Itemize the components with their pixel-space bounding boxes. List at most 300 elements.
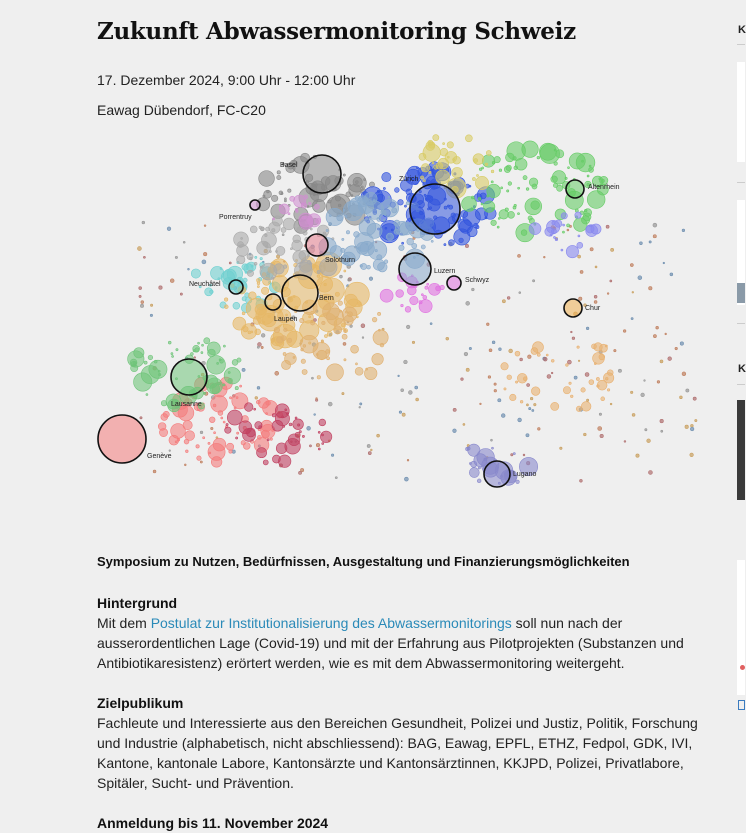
tiny-bubble [255,397,258,400]
geneve-bubble [209,452,211,454]
schaffhausen-bubble [429,171,431,173]
altenrhein-bubble [581,216,589,224]
emmental-bubble [338,301,343,306]
luzern-main-bubble [399,253,431,285]
tiny-bubble [489,349,492,352]
tiny-bubble [639,242,642,245]
tiny-bubble [242,368,245,371]
tiny-bubble [657,381,660,384]
emmental-bubble [334,326,342,334]
tiny-bubble [170,279,174,283]
geneve-bubble [221,417,223,419]
altenrhein-bubble [462,197,477,212]
altenrhein-bubble [491,181,493,183]
tiny-bubble [660,360,663,363]
wallis-bubble [236,437,238,439]
luzern-bubble [399,245,404,250]
mittelland-bubble [308,255,310,257]
neuchatel-bubble [251,265,253,267]
altenrhein-bubble [567,224,570,227]
tiny-bubble [574,376,577,379]
tiny-bubble [466,368,469,371]
altenrhein-bubble [565,177,567,179]
sidebar-card[interactable] [737,62,745,162]
emmental-bubble [310,321,314,325]
lugano-bubble [491,447,493,449]
sidebar-divider [737,384,745,385]
altenrhein-bubble [515,158,527,170]
emmental-bubble [303,345,306,348]
wallis-bubble [225,427,231,433]
schaffhausen-bubble [433,135,439,141]
tiny-bubble [175,256,177,258]
altenrhein-bubble [576,153,595,172]
tiny-bubble [585,373,589,377]
luzern-bubble [326,208,343,225]
mittelland-bubble [299,265,301,267]
sidebar-divider [737,323,745,324]
luzern-bubble [330,246,342,258]
luzern-bubble [358,247,360,249]
bern-bubble [248,331,251,334]
basel-bubble [335,196,340,201]
geneve-bubble [197,456,201,460]
zielpublikum-heading: Zielpublikum [97,695,184,711]
hintergrund-text-before: Mit dem [97,615,151,631]
tiny-bubble [606,225,609,228]
tiny-bubble [682,229,685,232]
altenrhein-bubble [514,204,516,206]
lugano-main-bubble [484,461,510,487]
schwyz-bubble [419,300,432,313]
altenrhein-bubble [499,210,508,219]
lausanne-bubble [198,342,200,344]
tiny-bubble [580,270,583,273]
tiny-bubble [412,341,414,343]
basel-bubble [281,192,283,194]
graubuenden-bubble [607,370,613,376]
luzern-bubble [384,260,388,264]
tiny-bubble [348,279,351,282]
document-icon[interactable] [738,700,745,710]
zurich-bubble [416,167,418,169]
luzern-bubble [375,249,377,251]
lugano-bubble [478,467,480,469]
geneve-bubble [227,443,234,450]
luzern-bubble [431,240,433,242]
city-label-chur: Chur [585,305,601,312]
tiny-bubble [501,414,505,418]
luzern-bubble [354,232,360,238]
section-hintergrund [97,593,707,673]
stgallen-bubble [529,223,541,235]
altenrhein-bubble [478,197,481,200]
stgallen-bubble [563,224,565,226]
tiny-bubble [494,389,497,392]
altenrhein-bubble [525,198,542,215]
tiny-bubble [663,262,665,264]
tiny-bubble [377,434,380,437]
geneve-bubble [237,432,239,434]
emmental-bubble [366,368,368,370]
tiny-bubble [183,241,185,243]
lausanne-bubble [161,400,167,406]
tiny-bubble [649,241,651,243]
hintergrund-text-after: soll nun nach der ausserordentlichen Lage (Covid-19) und mit der Erfahrung aus Pilotprojekten (Substanzen und Antibiotikaresistenz) erörtert werden, wie es mit dem Abwassermonitoring weitergeht. [97,615,684,671]
tiny-bubble [307,426,311,430]
tiny-bubble [636,454,639,457]
tiny-bubble [538,428,541,431]
basel-bubble [349,184,351,186]
laupen-main-bubble [265,294,281,310]
wallis-bubble [278,455,291,468]
mittelland-bubble [303,231,307,235]
basel-bubble [369,182,374,187]
emmental-bubble [300,318,304,322]
altenrhein-bubble [554,149,556,151]
tiny-bubble [275,371,279,375]
emmental-bubble [372,353,384,365]
schaffhausen-bubble [443,143,445,145]
geneve-bubble [196,445,199,448]
mittelland-bubble [247,270,253,276]
tiny-bubble [656,326,659,329]
altenrhein-bubble [501,187,503,189]
sidebar-divider [737,44,745,45]
schwyz-bubble [440,285,445,290]
basel-main-bubble [303,155,341,193]
tiny-bubble [691,424,694,427]
bern-bubble [309,316,311,318]
bern-bubble [224,298,227,301]
lausanne-bubble [223,384,225,386]
graubuenden-bubble [566,364,569,367]
schaffhausen-bubble [491,170,494,173]
tiny-bubble [607,293,609,295]
wallis-bubble [285,409,287,411]
tiny-bubble [465,244,468,247]
bern-bubble [327,331,332,336]
geneve-bubble [158,423,166,431]
schwyz-bubble [396,290,404,298]
city-label-basel: Basel [280,162,298,169]
event-date: 17. Dezember 2024, 9:00 Uhr - 12:00 Uhr [97,72,356,88]
altenrhein-bubble [498,217,500,219]
graubuenden-bubble [546,354,548,356]
lugano-bubble [477,479,481,483]
emmental-bubble [317,376,320,379]
neuchatel-bubble [260,257,262,259]
stgallen-bubble [561,249,563,251]
graubuenden-bubble [563,386,570,393]
graubuenden-bubble [517,373,527,383]
altenrhein-bubble [518,187,520,189]
tiny-bubble [686,389,689,392]
mittelland-bubble [265,227,269,231]
mittelland-bubble [265,234,267,236]
tiny-bubble [610,280,612,282]
tiny-bubble [644,380,646,382]
tiny-bubble [202,260,206,264]
tiny-bubble [600,434,603,437]
basel-bubble [277,171,280,174]
tiny-bubble [229,262,231,264]
city-label-lausanne: Lausanne [171,401,202,408]
schaffhausen-bubble [472,177,475,180]
tiny-bubble [570,331,572,333]
tiny-bubble [401,389,404,392]
tiny-bubble [551,372,553,374]
tiny-bubble [141,301,144,304]
tiny-bubble [543,357,547,361]
luzern-bubble [406,202,409,205]
tiny-bubble [407,459,409,461]
section-anmeldung [97,813,707,833]
tiny-bubble [632,413,635,416]
tiny-bubble [530,397,533,400]
altenrhein-bubble [481,203,483,205]
graubuenden-bubble [592,344,597,349]
schaffhausen-bubble [436,170,450,184]
tiny-bubble [494,383,496,385]
altenrhein-bubble [587,175,589,177]
wallis-bubble [319,419,326,426]
tiny-bubble [200,461,202,463]
sidebar-thumbnail[interactable] [737,400,745,500]
stgallen-bubble [578,235,580,237]
tiny-bubble [404,477,408,481]
symposium-subtitle: Symposium zu Nutzen, Bedürfnissen, Ausgestaltung und Finanzierungsmöglichkeiten [97,554,630,569]
emmental-bubble [372,317,377,322]
emmental-bubble [378,329,380,331]
tiny-bubble [139,287,142,290]
bern-bubble [224,305,228,309]
luzern-bubble [377,255,382,260]
graubuenden-bubble [501,363,508,370]
tiny-bubble [361,324,365,328]
lausanne-bubble [195,348,199,352]
geneve-bubble [214,432,216,434]
lugano-bubble [516,480,520,484]
sidebar-divider [737,182,745,183]
luzern-bubble [367,265,371,269]
zurich-bubble [444,244,446,246]
schaffhausen-bubble [423,180,425,182]
tiny-bubble [523,454,525,456]
geneve-bubble [261,430,269,438]
tiny-bubble [614,349,616,351]
luzern-bubble [383,219,385,221]
tiny-bubble [586,327,589,330]
lausanne-bubble [146,394,148,396]
tiny-bubble [469,347,471,349]
city-label-lugano: Lugano [513,471,537,478]
tiny-bubble [261,346,263,348]
geneve-bubble [229,397,231,399]
luzern-bubble [421,245,425,249]
lausanne-bubble [168,341,171,344]
geneve-bubble [229,450,232,453]
basel-bubble [353,177,362,186]
lausanne-bubble [204,338,210,344]
basel-bubble [277,175,281,179]
lausanne-bubble [144,361,147,364]
zurich-bubble [394,188,399,193]
luzern-bubble [373,200,375,202]
zurich-bubble [406,189,412,195]
tiny-bubble [661,430,663,432]
neuchatel-bubble [220,268,222,270]
porrentruy-area-bubble [279,204,289,214]
lausanne-bubble [232,359,238,365]
tiny-bubble [572,337,575,340]
zurich-bubble [382,172,391,181]
tiny-bubble [416,398,419,401]
lugano-bubble [469,462,471,464]
tiny-bubble [370,449,372,451]
tiny-bubble [153,470,156,473]
tiny-bubble [649,287,652,290]
emmental-bubble [316,353,318,355]
bern-bubble [344,270,346,272]
tiny-bubble [631,318,633,320]
emmental-bubble [322,321,326,325]
schwyz-bubble [405,306,411,312]
wallis-bubble [267,439,269,441]
lausanne-bubble [204,392,206,394]
stgallen-bubble [553,236,555,238]
geneve-bubble [223,421,225,423]
emmental-bubble [342,334,347,339]
lausanne-bubble [235,386,238,389]
schaffhausen-bubble [434,165,438,169]
emmental-bubble [377,312,380,315]
sidebar-thumbnail[interactable] [737,283,745,303]
tiny-bubble [331,454,333,456]
schaffhausen-bubble [486,150,491,155]
tiny-bubble [463,423,465,425]
tiny-bubble [194,357,196,359]
graubuenden-bubble [577,346,579,348]
wallis-bubble [227,410,242,425]
porrentruy-area-bubble [288,213,290,215]
graubuenden-bubble [599,344,607,352]
porrentruy-area-bubble [309,202,312,205]
lausanne-bubble [128,351,144,367]
emmental-bubble [287,338,292,343]
sidebar-card[interactable] [737,560,745,695]
neuchatel-bubble [255,256,257,258]
altenrhein-bubble [529,178,538,187]
altenrhein-bubble [507,190,509,192]
bern-main-bubble [282,275,318,311]
porrentruy-area-bubble [304,217,306,219]
tiny-bubble [316,443,319,446]
mittelland-bubble [317,270,320,273]
tiny-bubble [518,254,521,257]
mittelland-bubble [260,263,277,280]
wallis-bubble [254,408,256,410]
emmental-bubble [380,343,384,347]
emmental-bubble [344,359,346,361]
tiny-bubble [415,386,418,389]
lugano-bubble [469,468,479,478]
wallis-bubble [244,403,253,412]
geneve-bubble [236,397,238,399]
altenrhein-bubble [552,171,566,185]
basel-bubble [328,200,331,203]
schwyz-bubble [421,294,423,296]
altenrhein-bubble [506,165,511,170]
tiny-bubble [167,227,171,231]
basel-bubble [361,186,363,188]
graubuenden-bubble [581,402,591,412]
luzern-bubble [394,229,399,234]
tiny-bubble [511,454,513,456]
altenrhein-bubble [526,188,529,191]
altenrhein-bubble [540,144,560,164]
lausanne-bubble [224,367,241,384]
tiny-bubble [583,433,586,436]
mittelland-bubble [283,265,287,269]
tiny-bubble [590,248,593,251]
porrentruy-area-bubble [273,218,275,220]
postulat-link[interactable]: Postulat zur Institutionalisierung des Abwassermonitorings [150,615,512,631]
mittelland-bubble [257,241,271,255]
tiny-bubble [369,277,373,281]
altenrhein-bubble [557,185,563,191]
wallis-bubble [295,432,300,437]
graubuenden-bubble [551,359,554,362]
mittelland-bubble [293,251,306,264]
zurich-main-bubble [410,184,460,234]
tiny-bubble [527,384,530,387]
zurich-bubble [476,225,479,228]
mittelland-bubble [237,255,245,263]
emmental-bubble [283,352,286,355]
altenrhein-bubble [487,195,489,197]
lausanne-bubble [172,355,174,357]
tiny-bubble [690,453,694,457]
lausanne-bubble [207,356,226,375]
luzern-bubble [326,229,328,231]
tiny-bubble [653,223,657,227]
lugano-bubble [471,461,477,467]
luzern-bubble [361,263,367,269]
city-label-laupen: Laupen [274,316,298,323]
tiny-bubble [461,378,464,381]
tiny-bubble [140,417,142,419]
stgallen-bubble [575,212,581,218]
wallis-bubble [320,431,331,442]
schaffhausen-bubble [420,176,423,179]
tiny-bubble [578,360,580,362]
luzern-bubble [388,196,390,198]
geneve-bubble [169,435,179,445]
mittelland-bubble [237,245,249,257]
wallis-bubble [322,442,324,444]
mittelland-bubble [297,227,302,232]
tiny-bubble [595,266,597,268]
tiny-bubble [314,414,316,416]
bern-bubble [243,326,248,331]
luzern-bubble [343,201,363,221]
zurich-bubble [467,227,477,237]
tiny-bubble [610,403,612,405]
mittelland-bubble [290,248,292,250]
graubuenden-bubble [551,402,559,410]
geneve-bubble [185,450,188,453]
